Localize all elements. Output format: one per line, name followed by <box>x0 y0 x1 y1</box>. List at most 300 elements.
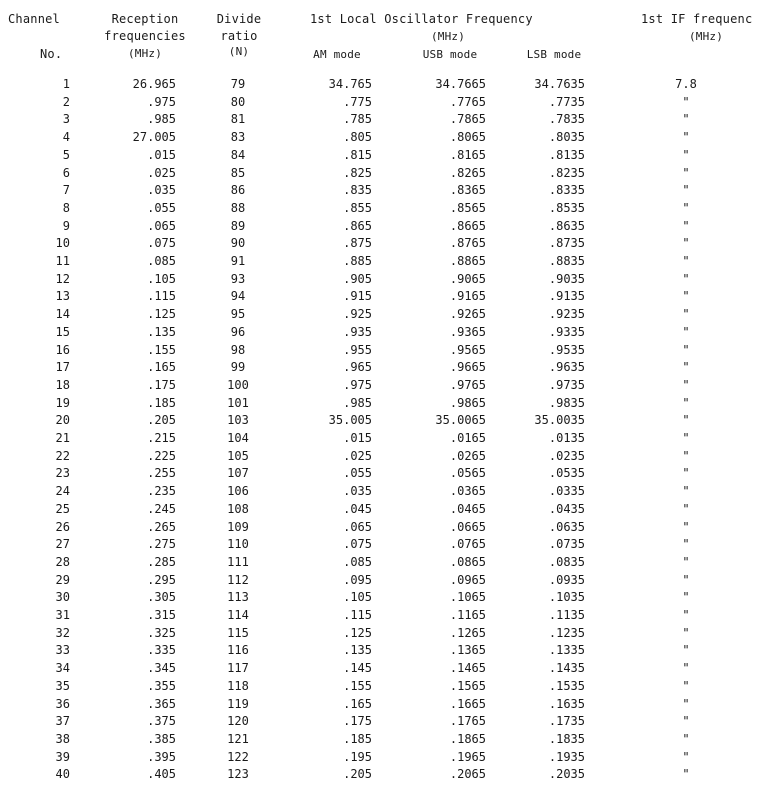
usb-mode-frequency: .0265 <box>449 448 486 463</box>
table-row <box>0 166 776 184</box>
am-mode-frequency: .805 <box>343 130 372 145</box>
table-row <box>0 697 776 715</box>
table-row <box>0 112 776 130</box>
channel-number: 21 <box>55 431 70 445</box>
reception-frequency: .375 <box>147 714 176 729</box>
if-frequency: " <box>682 413 690 428</box>
reception-frequency: .055 <box>147 200 176 215</box>
reception-frequency: .255 <box>147 466 176 481</box>
if-frequency: " <box>682 749 690 764</box>
table-row <box>0 537 776 555</box>
if-frequency: " <box>682 324 690 339</box>
lsb-mode-frequency: .9035 <box>548 271 585 286</box>
lsb-mode-frequency: .2035 <box>548 767 585 782</box>
table-row <box>0 732 776 750</box>
if-frequency: " <box>682 466 690 481</box>
usb-mode-frequency: .9765 <box>449 377 486 392</box>
channel-number: 17 <box>55 360 70 375</box>
if-frequency: " <box>682 767 690 782</box>
divide-ratio: 101 <box>227 395 249 410</box>
divide-ratio: 106 <box>227 484 249 499</box>
table-row <box>0 77 776 95</box>
table-row <box>0 449 776 467</box>
lsb-mode-frequency: .9335 <box>548 324 585 339</box>
lsb-mode-frequency: .1635 <box>548 696 585 711</box>
channel-number: 26 <box>55 519 70 534</box>
usb-mode-frequency: .1465 <box>449 661 486 676</box>
divide-ratio: 83 <box>230 130 246 145</box>
am-mode-frequency: .885 <box>343 254 372 268</box>
if-frequency: " <box>682 537 690 552</box>
usb-mode-frequency: .8065 <box>449 130 486 145</box>
if-frequency: " <box>682 448 690 463</box>
if-frequency: " <box>682 200 690 215</box>
table-row <box>0 130 776 148</box>
divide-ratio: 80 <box>230 94 246 109</box>
channel-number: 13 <box>55 289 70 304</box>
reception-frequency: .365 <box>147 696 176 711</box>
channel-number: 31 <box>55 608 70 622</box>
reception-frequency: .335 <box>147 643 176 658</box>
divide-ratio: 81 <box>230 112 246 127</box>
channel-number: 38 <box>55 731 70 746</box>
am-mode-frequency: .905 <box>343 271 372 286</box>
am-mode-frequency: .175 <box>343 714 372 729</box>
lsb-mode-frequency: .1335 <box>548 643 585 658</box>
reception-frequency: .075 <box>147 236 176 251</box>
lsb-mode-frequency: .0935 <box>548 572 585 587</box>
usb-mode-frequency: .1565 <box>449 678 486 693</box>
channel-number: 8 <box>62 200 70 215</box>
reception-frequency: .305 <box>147 590 176 605</box>
if-frequency: " <box>682 554 690 569</box>
lsb-mode-frequency: 35.0035 <box>534 413 585 428</box>
usb-mode-frequency: .1365 <box>449 643 486 658</box>
channel-no-header: No. <box>40 47 63 61</box>
usb-mode-frequency: .2065 <box>449 767 486 782</box>
channel-number: 22 <box>55 448 70 463</box>
lsb-mode-frequency: .1935 <box>548 749 585 764</box>
divide-ratio: 94 <box>230 289 246 304</box>
reception-frequency: .135 <box>147 324 176 339</box>
am-mode-frequency: .975 <box>343 377 372 392</box>
channel-number: 20 <box>55 413 70 428</box>
table-row <box>0 502 776 520</box>
reception-frequency: .395 <box>147 749 176 764</box>
lsb-mode-frequency: .8735 <box>548 236 585 251</box>
reception-frequency: .155 <box>147 342 176 357</box>
usb-mode-frequency: .0365 <box>449 484 486 499</box>
table-row <box>0 466 776 484</box>
lsb-mode-frequency: .8635 <box>548 218 585 233</box>
reception-frequency: .115 <box>147 289 176 304</box>
divide-ratio: 100 <box>227 377 249 392</box>
reception-frequency: .205 <box>147 413 176 428</box>
reception-frequency: .285 <box>147 554 176 569</box>
lsb-mode-frequency: .8335 <box>548 183 585 198</box>
am-mode-frequency: .875 <box>343 236 372 251</box>
table-row <box>0 325 776 343</box>
usb-mode-frequency: .0465 <box>449 501 486 516</box>
usb-mode-frequency: .1765 <box>449 714 486 729</box>
am-mode-frequency: 35.005 <box>328 413 372 428</box>
channel-number: 11 <box>55 254 70 268</box>
lsb-mode-frequency: .0435 <box>548 501 585 516</box>
usb-mode-frequency: .8765 <box>449 236 486 251</box>
am-mode-frequency: .115 <box>343 608 372 622</box>
table-row <box>0 555 776 573</box>
table-row <box>0 378 776 396</box>
am-mode-frequency: .865 <box>343 218 372 233</box>
am-mode-frequency: .065 <box>343 519 372 534</box>
am-mode-frequency: .935 <box>343 324 372 339</box>
if-frequency: " <box>682 112 690 127</box>
channel-number: 5 <box>62 147 70 162</box>
divide-ratio: 115 <box>227 625 249 640</box>
reception-frequency: .345 <box>147 661 176 676</box>
channel-number: 28 <box>55 554 70 569</box>
channel-number: 4 <box>62 130 70 145</box>
channel-number: 3 <box>62 112 70 127</box>
lsb-mode-frequency: .9635 <box>548 360 585 375</box>
channel-number: 23 <box>55 466 70 481</box>
if-frequency: " <box>682 661 690 676</box>
usb-mode-frequency: .1965 <box>449 749 486 764</box>
divide-ratio: 93 <box>230 271 246 286</box>
usb-mode-frequency: .9065 <box>449 271 486 286</box>
lsb-mode-frequency: .0235 <box>548 448 585 463</box>
channel-number: 35 <box>55 678 70 693</box>
divide-ratio: 123 <box>227 767 249 782</box>
usb-mode-frequency: .8365 <box>449 183 486 198</box>
reception-header-line2: frequencies <box>104 29 186 43</box>
usb-mode-frequency: .0165 <box>449 431 486 445</box>
usb-mode-frequency: .0965 <box>449 572 486 587</box>
divide-ratio: 103 <box>227 413 249 428</box>
lsb-mode-frequency: .8835 <box>548 254 585 268</box>
divide-ratio: 88 <box>230 200 246 215</box>
channel-number: 30 <box>55 590 70 605</box>
am-mode-frequency: .145 <box>343 661 372 676</box>
am-mode-frequency: .135 <box>343 643 372 658</box>
lsb-mode-frequency: .0735 <box>548 537 585 552</box>
divide-ratio: 107 <box>227 466 249 481</box>
reception-unit: (MHz) <box>127 47 163 60</box>
am-mode-frequency: .185 <box>343 731 372 746</box>
table-row <box>0 360 776 378</box>
table-row <box>0 148 776 166</box>
channel-number: 10 <box>55 236 70 251</box>
reception-frequency: .085 <box>147 254 176 268</box>
lsb-mode-frequency: .9235 <box>548 307 585 322</box>
table-row <box>0 219 776 237</box>
divide-ratio: 109 <box>227 519 249 534</box>
lsb-mode-frequency: .1135 <box>548 608 585 622</box>
usb-mode-frequency: .1165 <box>449 608 486 622</box>
if-frequency: " <box>682 307 690 322</box>
divide-ratio: 98 <box>230 342 246 357</box>
am-mode-frequency: .925 <box>343 307 372 322</box>
am-mode-frequency: .105 <box>343 590 372 605</box>
am-mode-frequency: .985 <box>343 395 372 410</box>
am-mode-frequency: .075 <box>343 537 372 552</box>
reception-frequency: .355 <box>147 678 176 693</box>
channel-number: 33 <box>55 643 70 658</box>
reception-frequency: .035 <box>147 183 176 198</box>
am-mode-frequency: .155 <box>343 678 372 693</box>
channel-number: 36 <box>55 696 70 711</box>
divide-ratio: 104 <box>227 431 249 445</box>
divide-ratio: 99 <box>230 360 246 375</box>
divide-ratio: 122 <box>227 749 249 764</box>
usb-mode-frequency: 34.7665 <box>435 77 486 91</box>
channel-number: 32 <box>55 625 70 640</box>
lsb-mode-header: LSB mode <box>526 48 582 61</box>
reception-frequency: .185 <box>147 395 176 410</box>
divide-ratio: 95 <box>230 307 246 322</box>
channel-number: 24 <box>55 484 70 499</box>
if-frequency: " <box>682 519 690 534</box>
usb-mode-frequency: .7765 <box>449 94 486 109</box>
usb-mode-frequency: .9865 <box>449 395 486 410</box>
table-row <box>0 272 776 290</box>
table-row <box>0 484 776 502</box>
if-frequency: " <box>682 625 690 640</box>
usb-mode-frequency: .8165 <box>449 147 486 162</box>
divide-ratio: 117 <box>227 661 249 676</box>
divide-ratio: 118 <box>227 678 249 693</box>
usb-mode-frequency: .0765 <box>449 537 486 552</box>
reception-frequency: .315 <box>147 608 176 622</box>
reception-frequency: .295 <box>147 572 176 587</box>
table-row <box>0 254 776 272</box>
channel-number: 16 <box>55 342 70 357</box>
usb-mode-frequency: .1865 <box>449 731 486 746</box>
usb-mode-frequency: .0565 <box>449 466 486 481</box>
am-mode-frequency: .855 <box>343 200 372 215</box>
channel-number: 37 <box>55 714 70 729</box>
channel-number: 40 <box>55 767 70 782</box>
if-frequency: " <box>682 731 690 746</box>
reception-frequency: .015 <box>147 147 176 162</box>
reception-frequency: .245 <box>147 501 176 516</box>
usb-mode-frequency: .9165 <box>449 289 486 304</box>
if-frequency: " <box>682 254 690 268</box>
am-mode-frequency: .815 <box>343 147 372 162</box>
table-row <box>0 679 776 697</box>
table-row <box>0 307 776 325</box>
table-row <box>0 343 776 361</box>
table-row <box>0 626 776 644</box>
usb-mode-frequency: 35.0065 <box>435 413 486 428</box>
reception-frequency: .235 <box>147 484 176 499</box>
channel-number: 19 <box>55 395 70 410</box>
lsb-mode-frequency: .1435 <box>548 661 585 676</box>
reception-frequency: .065 <box>147 218 176 233</box>
table-row <box>0 643 776 661</box>
am-mode-frequency: .915 <box>343 289 372 304</box>
am-mode-frequency: .205 <box>343 767 372 782</box>
reception-frequency: .275 <box>147 537 176 552</box>
divide-ratio: 85 <box>230 165 246 180</box>
reception-frequency: .125 <box>147 307 176 322</box>
if-frequency: " <box>682 130 690 145</box>
am-mode-frequency: .055 <box>343 466 372 481</box>
divide-ratio: 110 <box>227 537 249 552</box>
table-row <box>0 431 776 449</box>
if-frequency: " <box>682 94 690 109</box>
reception-frequency: .215 <box>147 431 176 445</box>
if-unit: (MHz) <box>688 30 724 43</box>
table-row <box>0 183 776 201</box>
divide-ratio: 111 <box>227 554 249 569</box>
usb-mode-frequency: .8665 <box>449 218 486 233</box>
lsb-mode-frequency: 34.7635 <box>534 77 585 91</box>
am-mode-frequency: .095 <box>343 572 372 587</box>
channel-number: 27 <box>55 537 70 552</box>
am-mode-frequency: .955 <box>343 342 372 357</box>
divide-ratio: 112 <box>227 572 249 587</box>
reception-header-line1: Reception <box>111 12 179 26</box>
lsb-mode-frequency: .1535 <box>548 678 585 693</box>
if-frequency: " <box>682 342 690 357</box>
if-frequency: " <box>682 608 690 622</box>
table-row <box>0 95 776 113</box>
usb-mode-frequency: .9265 <box>449 307 486 322</box>
usb-mode-frequency: .9565 <box>449 342 486 357</box>
lsb-mode-frequency: .1735 <box>548 714 585 729</box>
usb-mode-frequency: .8265 <box>449 165 486 180</box>
reception-frequency: .165 <box>147 360 176 375</box>
channel-number: 6 <box>62 165 70 180</box>
table-row <box>0 520 776 538</box>
reception-frequency: .225 <box>147 448 176 463</box>
if-frequency: " <box>682 696 690 711</box>
lsb-mode-frequency: .9735 <box>548 377 585 392</box>
divide-ratio: 89 <box>230 218 246 233</box>
divide-ratio: 116 <box>227 643 249 658</box>
lsb-mode-frequency: .0835 <box>548 554 585 569</box>
table-row <box>0 750 776 768</box>
am-mode-header: AM mode <box>313 48 361 61</box>
divide-ratio: 96 <box>230 324 246 339</box>
divide-ratio: 91 <box>230 254 246 268</box>
reception-frequency: .025 <box>147 165 176 180</box>
usb-mode-frequency: .0865 <box>449 554 486 569</box>
if-header: 1st IF frequenc <box>641 12 753 26</box>
if-frequency: " <box>682 484 690 499</box>
am-mode-frequency: .785 <box>343 112 372 127</box>
reception-frequency: 27.005 <box>132 130 176 145</box>
if-frequency: " <box>682 590 690 605</box>
channel-number: 25 <box>55 501 70 516</box>
reception-frequency: .175 <box>147 377 176 392</box>
reception-frequency: .265 <box>147 519 176 534</box>
divide-ratio: 113 <box>227 590 249 605</box>
if-frequency: " <box>682 289 690 304</box>
reception-frequency: .385 <box>147 731 176 746</box>
lsb-mode-frequency: .0635 <box>548 519 585 534</box>
if-frequency: " <box>682 395 690 410</box>
if-frequency: " <box>682 501 690 516</box>
divide-ratio: 86 <box>230 183 246 198</box>
if-frequency: " <box>682 218 690 233</box>
table-row <box>0 590 776 608</box>
usb-mode-frequency: .7865 <box>449 112 486 127</box>
reception-frequency: 26.965 <box>132 77 176 91</box>
if-frequency: " <box>682 377 690 392</box>
divide-ratio: 84 <box>230 147 246 162</box>
reception-frequency: .405 <box>147 767 176 782</box>
am-mode-frequency: .825 <box>343 165 372 180</box>
reception-frequency: .975 <box>147 94 176 109</box>
am-mode-frequency: .835 <box>343 183 372 198</box>
am-mode-frequency: .965 <box>343 360 372 375</box>
local-osc-unit: (MHz) <box>430 30 466 43</box>
lsb-mode-frequency: .9835 <box>548 395 585 410</box>
lsb-mode-frequency: .7835 <box>548 112 585 127</box>
reception-frequency: .105 <box>147 271 176 286</box>
am-mode-frequency: .025 <box>343 448 372 463</box>
am-mode-frequency: .015 <box>343 431 372 445</box>
divide-ratio: 114 <box>227 608 249 622</box>
usb-mode-frequency: .1665 <box>449 696 486 711</box>
channel-number: 15 <box>55 324 70 339</box>
if-frequency: " <box>682 165 690 180</box>
table-row <box>0 396 776 414</box>
usb-mode-frequency: .1265 <box>449 625 486 640</box>
usb-mode-frequency: .9665 <box>449 360 486 375</box>
am-mode-frequency: .085 <box>343 554 372 569</box>
table-row <box>0 714 776 732</box>
channel-number: 39 <box>55 749 70 764</box>
am-mode-frequency: .195 <box>343 749 372 764</box>
divide-unit: (N) <box>228 45 250 58</box>
usb-mode-header: USB mode <box>422 48 478 61</box>
usb-mode-frequency: .8865 <box>449 254 486 268</box>
lsb-mode-frequency: .8535 <box>548 200 585 215</box>
channel-number: 1 <box>62 77 70 91</box>
if-frequency: " <box>682 236 690 251</box>
table-row <box>0 201 776 219</box>
table-row <box>0 413 776 431</box>
table-row <box>0 608 776 626</box>
if-frequency: " <box>682 271 690 286</box>
am-mode-frequency: .125 <box>343 625 372 640</box>
lsb-mode-frequency: .8035 <box>548 130 585 145</box>
channel-number: 7 <box>62 183 70 198</box>
if-frequency: " <box>682 431 690 445</box>
am-mode-frequency: .035 <box>343 484 372 499</box>
if-frequency: " <box>682 147 690 162</box>
table-row <box>0 573 776 591</box>
lsb-mode-frequency: .0135 <box>548 431 585 445</box>
if-frequency: " <box>682 572 690 587</box>
divide-header-line1: Divide <box>216 12 262 26</box>
am-mode-frequency: .165 <box>343 696 372 711</box>
reception-frequency: .325 <box>147 625 176 640</box>
channel-number: 2 <box>62 94 70 109</box>
if-frequency: " <box>682 360 690 375</box>
lsb-mode-frequency: .0535 <box>548 466 585 481</box>
lsb-mode-frequency: .1035 <box>548 590 585 605</box>
reception-frequency: .985 <box>147 112 176 127</box>
divide-ratio: 105 <box>227 448 249 463</box>
divide-ratio: 120 <box>227 714 249 729</box>
usb-mode-frequency: .9365 <box>449 324 486 339</box>
lsb-mode-frequency: .8135 <box>548 147 585 162</box>
table-row <box>0 289 776 307</box>
